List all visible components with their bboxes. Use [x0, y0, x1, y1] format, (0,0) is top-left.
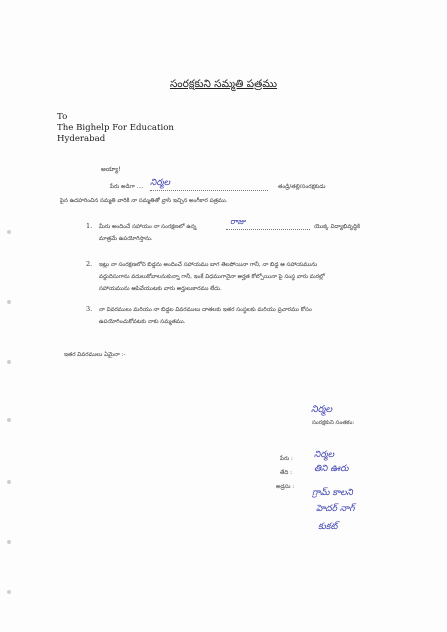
field-address-label: అడ్రసు : — [276, 484, 295, 490]
handwritten-address-line3: కుకట్ — [318, 522, 338, 532]
intro-relation: తండ్రి/తల్లి/సంరక్షకుడు — [278, 184, 326, 190]
handwritten-address-line1: గ్రామ్ కాలని — [312, 488, 353, 498]
field-name-label: పేరు : — [280, 456, 293, 462]
point-2-line3: సహాయమును ఆపివేయుటకు వారు అర్హులుకారము లేదు. — [99, 286, 222, 292]
point-1-line2: మాత్రమే ఉపయోగిస్తాను. — [99, 236, 153, 242]
child-name-dots — [226, 229, 310, 230]
intro-name-dots — [150, 190, 268, 191]
point-2-line2: వద్దుదిసుగాను వదులుకోవాలనుకున్నా గానీ, ఇంకే విధముగానైనా అర్హత కోల్పోయినా పై సంస్థ వారు మరల్లో — [99, 274, 325, 280]
address-org: The Bighelp For Education — [57, 123, 174, 133]
guardian-signature: నిర్మల — [311, 404, 333, 415]
handwritten-address-line2: హెదర్ నాగ్ — [316, 504, 355, 514]
address-to: To — [57, 112, 68, 122]
salutation: అయ్యా! — [101, 166, 121, 173]
handwritten-field-date: తిని ఊరు — [314, 464, 349, 474]
point-1-number: 1. — [86, 222, 93, 230]
field-date-label: తేది : — [280, 470, 292, 476]
point-1-line1-post: యొక్క విద్యాభివృద్ధికి — [314, 224, 361, 230]
point-1-line1: మీరు అందించే సహాయం నా సంరక్షణలో ఉన్న — [99, 224, 197, 230]
signature-caption: సంరక్షకుని సంతకం: — [312, 420, 355, 426]
address-city: Hyderabad — [57, 134, 106, 144]
point-3-number: 3. — [86, 305, 93, 313]
point-3-line2: ఉపయోగించుకోవటకు నాకు సమ్మతము. — [99, 319, 186, 325]
other-details-label: ఇతర వివరములు ఏమైనా :- — [64, 352, 126, 358]
point-2-line1: ఇట్లు నా సంరక్షణలోని బిడ్డను అందించే సహాయము బాగ తెలపోయినా గానీ, నా బిడ్డ ఆ సహాయమును — [99, 262, 318, 268]
intro-name-label: పేరు అడిగా .... — [110, 184, 144, 190]
point-3-line1: నా వివరములు మరియు నా బిడ్డల వివరములు దాతలకు ఇతర సంస్థలకు మరియు ప్రచారము కోసం — [99, 307, 312, 313]
document-title: సంరక్షకుని సమ్మతి పత్రము — [169, 78, 278, 90]
handwritten-child-name: రాజు — [230, 217, 246, 226]
point-2-number: 2. — [86, 260, 93, 268]
handwritten-name-intro: నిర్మల — [150, 178, 171, 188]
handwritten-field-name: నిర్మల — [314, 450, 335, 460]
intro-line2: పైన ఉదహరించిన సమ్మతి వారికి నా సమ్మతితో వ్రాసి ఇచ్చిన అంగీకార పత్రము. — [60, 198, 228, 204]
